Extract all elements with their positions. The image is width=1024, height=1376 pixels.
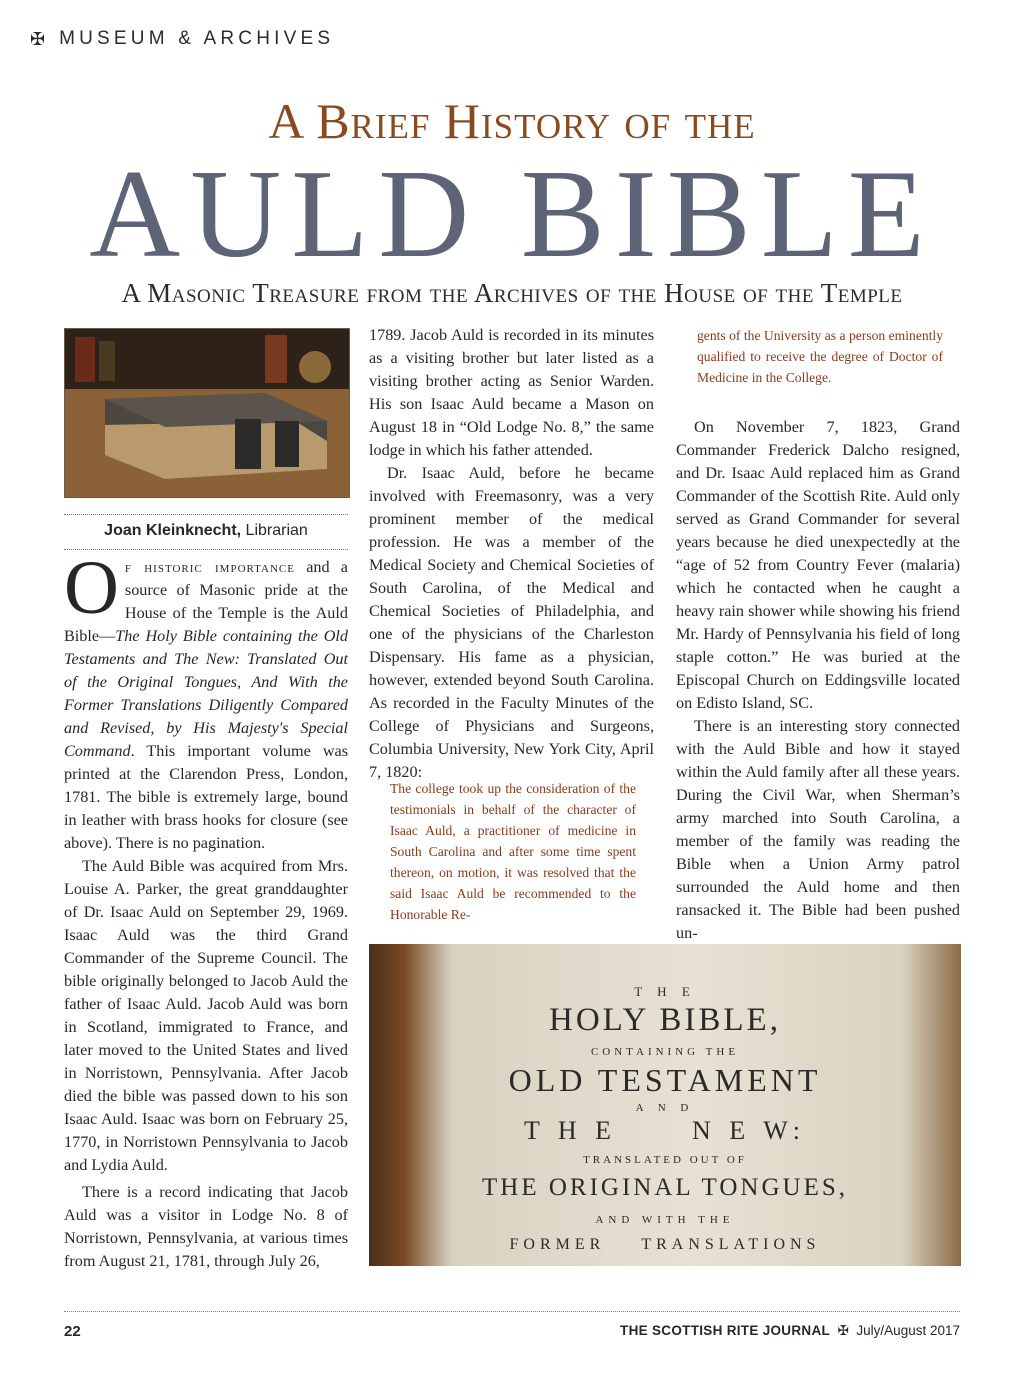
title-page-word: TRANSLATIONS <box>641 1236 821 1253</box>
byline-rule-top <box>64 514 348 515</box>
bible-photo <box>64 328 350 498</box>
cross-icon: ✠ <box>833 1323 853 1338</box>
author-name: Joan Kleinknecht, <box>104 522 242 539</box>
section-label <box>30 28 334 50</box>
article-column-3 <box>676 416 960 945</box>
title-page-line: TRANSLATED OUT OF <box>583 1154 747 1166</box>
footer-journal <box>620 1323 960 1339</box>
author-role: Librarian <box>245 522 308 539</box>
drop-cap: O <box>64 546 119 630</box>
cross-icon: ✠ <box>30 28 46 49</box>
paragraph: There is a record indicating that Jacob Auld was a visitor in Lodge No. 8 of Norristown, Pennsylvania, at various times from August 21, 1781, through July 26, <box>64 1183 348 1270</box>
paragraph-text: and a source of Masonic pride at the House of the Temple is the Auld Bible— <box>64 558 348 645</box>
bible-photo-illustration <box>65 329 349 497</box>
bible-full-title: The Holy Bible containing the Old Testaments and The New: Translated Out of the Original Tongues, And With the Former Translations Diligently Compared and Revised, by His Majesty's Special Command <box>64 627 348 760</box>
page-title: AULD BIBLE <box>89 145 935 284</box>
section-label-text: MUSEUM & ARCHIVES <box>59 28 335 49</box>
article-column-1 <box>64 546 348 1273</box>
title-page-line: THE ORIGINAL TONGUES, <box>482 1174 848 1201</box>
block-quote-continued: gents of the University as a person eminently qualified to receive the degree of Doctor of Medicine in the College. <box>697 328 943 385</box>
title-page-line: OLD TESTAMENT <box>508 1062 822 1098</box>
title-kicker: A Brief History of the <box>268 93 756 149</box>
title-page-line <box>369 1116 961 1146</box>
paragraph: There is an interesting story connected with the Auld Bible and how it stayed within the Auld family after all these years. During the Civil War, when Sherman’s army marched into South Carolina, a member of the family was reading the Bible when a Union Army patrol surrounded the Auld home and then ransacked it. The Bible had been pushed un- <box>676 717 960 942</box>
block-quote: The college took up the consideration of the testimonials in behalf of the character of Isaac Auld, a practitioner of medicine in South Carolina and after some time spent thereon, on motion, it was resolved that the said Isaac Auld be recommended to the Honorable Re- <box>390 781 636 922</box>
title-page-line: AND WITH THE <box>595 1214 735 1226</box>
title-page-line: T H E <box>634 984 696 999</box>
journal-name: THE SCOTTISH RITE JOURNAL <box>620 1323 831 1338</box>
footer-rule <box>64 1311 960 1312</box>
paragraph: The Auld Bible was acquired from Mrs. Louise A. Parker, the great granddaughter of Dr. Isaac Auld on September 29, 1969. Isaac Auld was the third Grand Commander of the Supreme Council. The bible originally belonged to Jacob Auld the father of Isaac Auld. Jacob Auld was born in Scotland, immigrated to France, and later moved to the United States and lived in Norristown, Pennsylvania. After Jacob died the bible was passed down to his son Isaac Auld. Isaac was born on February 25, 1770, in Norristown Pennsylvania to Jacob and Lydia Auld. <box>64 857 348 1174</box>
title-page-word: FORMER <box>509 1236 606 1253</box>
paragraph <box>64 546 348 855</box>
paragraph: 1789. Jacob Auld is recorded in its minutes as a visiting brother but later listed as a visiting brother acting as Senior Warden. His son Isaac Auld became a Mason on August 18 in “Old Lodge No. 8,” the same lodge in which his father attended. <box>369 326 654 459</box>
title-page-line <box>369 1236 961 1254</box>
paragraph: On November 7, 1823, Grand Commander Frederick Dalcho resigned, and Dr. Isaac Auld replaced him as Grand Commander of the Scottish Rite. Auld only served as Grand Commander for several years because he died unexpectedly at the “age of 52 from Country Fever (malaria) which he contacted when he caught a heavy rain shower while showing his friend Mr. Hardy of Pennsylvania his field of long staple cotton.” He was buried at the Episcopal Church on Eddingsville located on Edisto Island, SC. <box>676 418 960 712</box>
paragraph: Dr. Isaac Auld, before he became involved with Freemasonry, was a very prominent member of the medical profession. He was a member of the Medical Society and Chemical Societies of South Carolina, of the Medical and Chemical Societies of Philadelphia, and one of the physicians of the Charleston Dispensary. His fame as a physician, however, extended beyond South Carolina. As recorded in the Faculty Minutes of the College of Physicians and Surgeons, Columbia University, New York City, April 7, 1820: <box>369 464 654 781</box>
paragraph-text: . This important volume was printed at the Clarendon Press, London, 1781. The bible is extremely large, bound in leather with brass hooks for closure (see above). There is no pagination. <box>64 742 348 852</box>
article-column-2 <box>369 324 654 784</box>
title-page-line: HOLY BIBLE, <box>549 1002 781 1038</box>
page-number: 22 <box>64 1323 81 1340</box>
page-subtitle: A Masonic Treasure from the Archives of the House of the Temple <box>121 278 903 308</box>
byline <box>64 522 348 540</box>
issue-date: July/August 2017 <box>856 1323 960 1338</box>
lead-smallcaps: f historic importance <box>124 558 295 576</box>
title-page-photo <box>369 944 961 1266</box>
title-page-line: CONTAINING THE <box>590 1046 740 1058</box>
title-page-line: A N D <box>635 1102 695 1114</box>
title-page-word: N E W: <box>692 1116 807 1145</box>
title-page-word: T H E <box>523 1116 618 1145</box>
